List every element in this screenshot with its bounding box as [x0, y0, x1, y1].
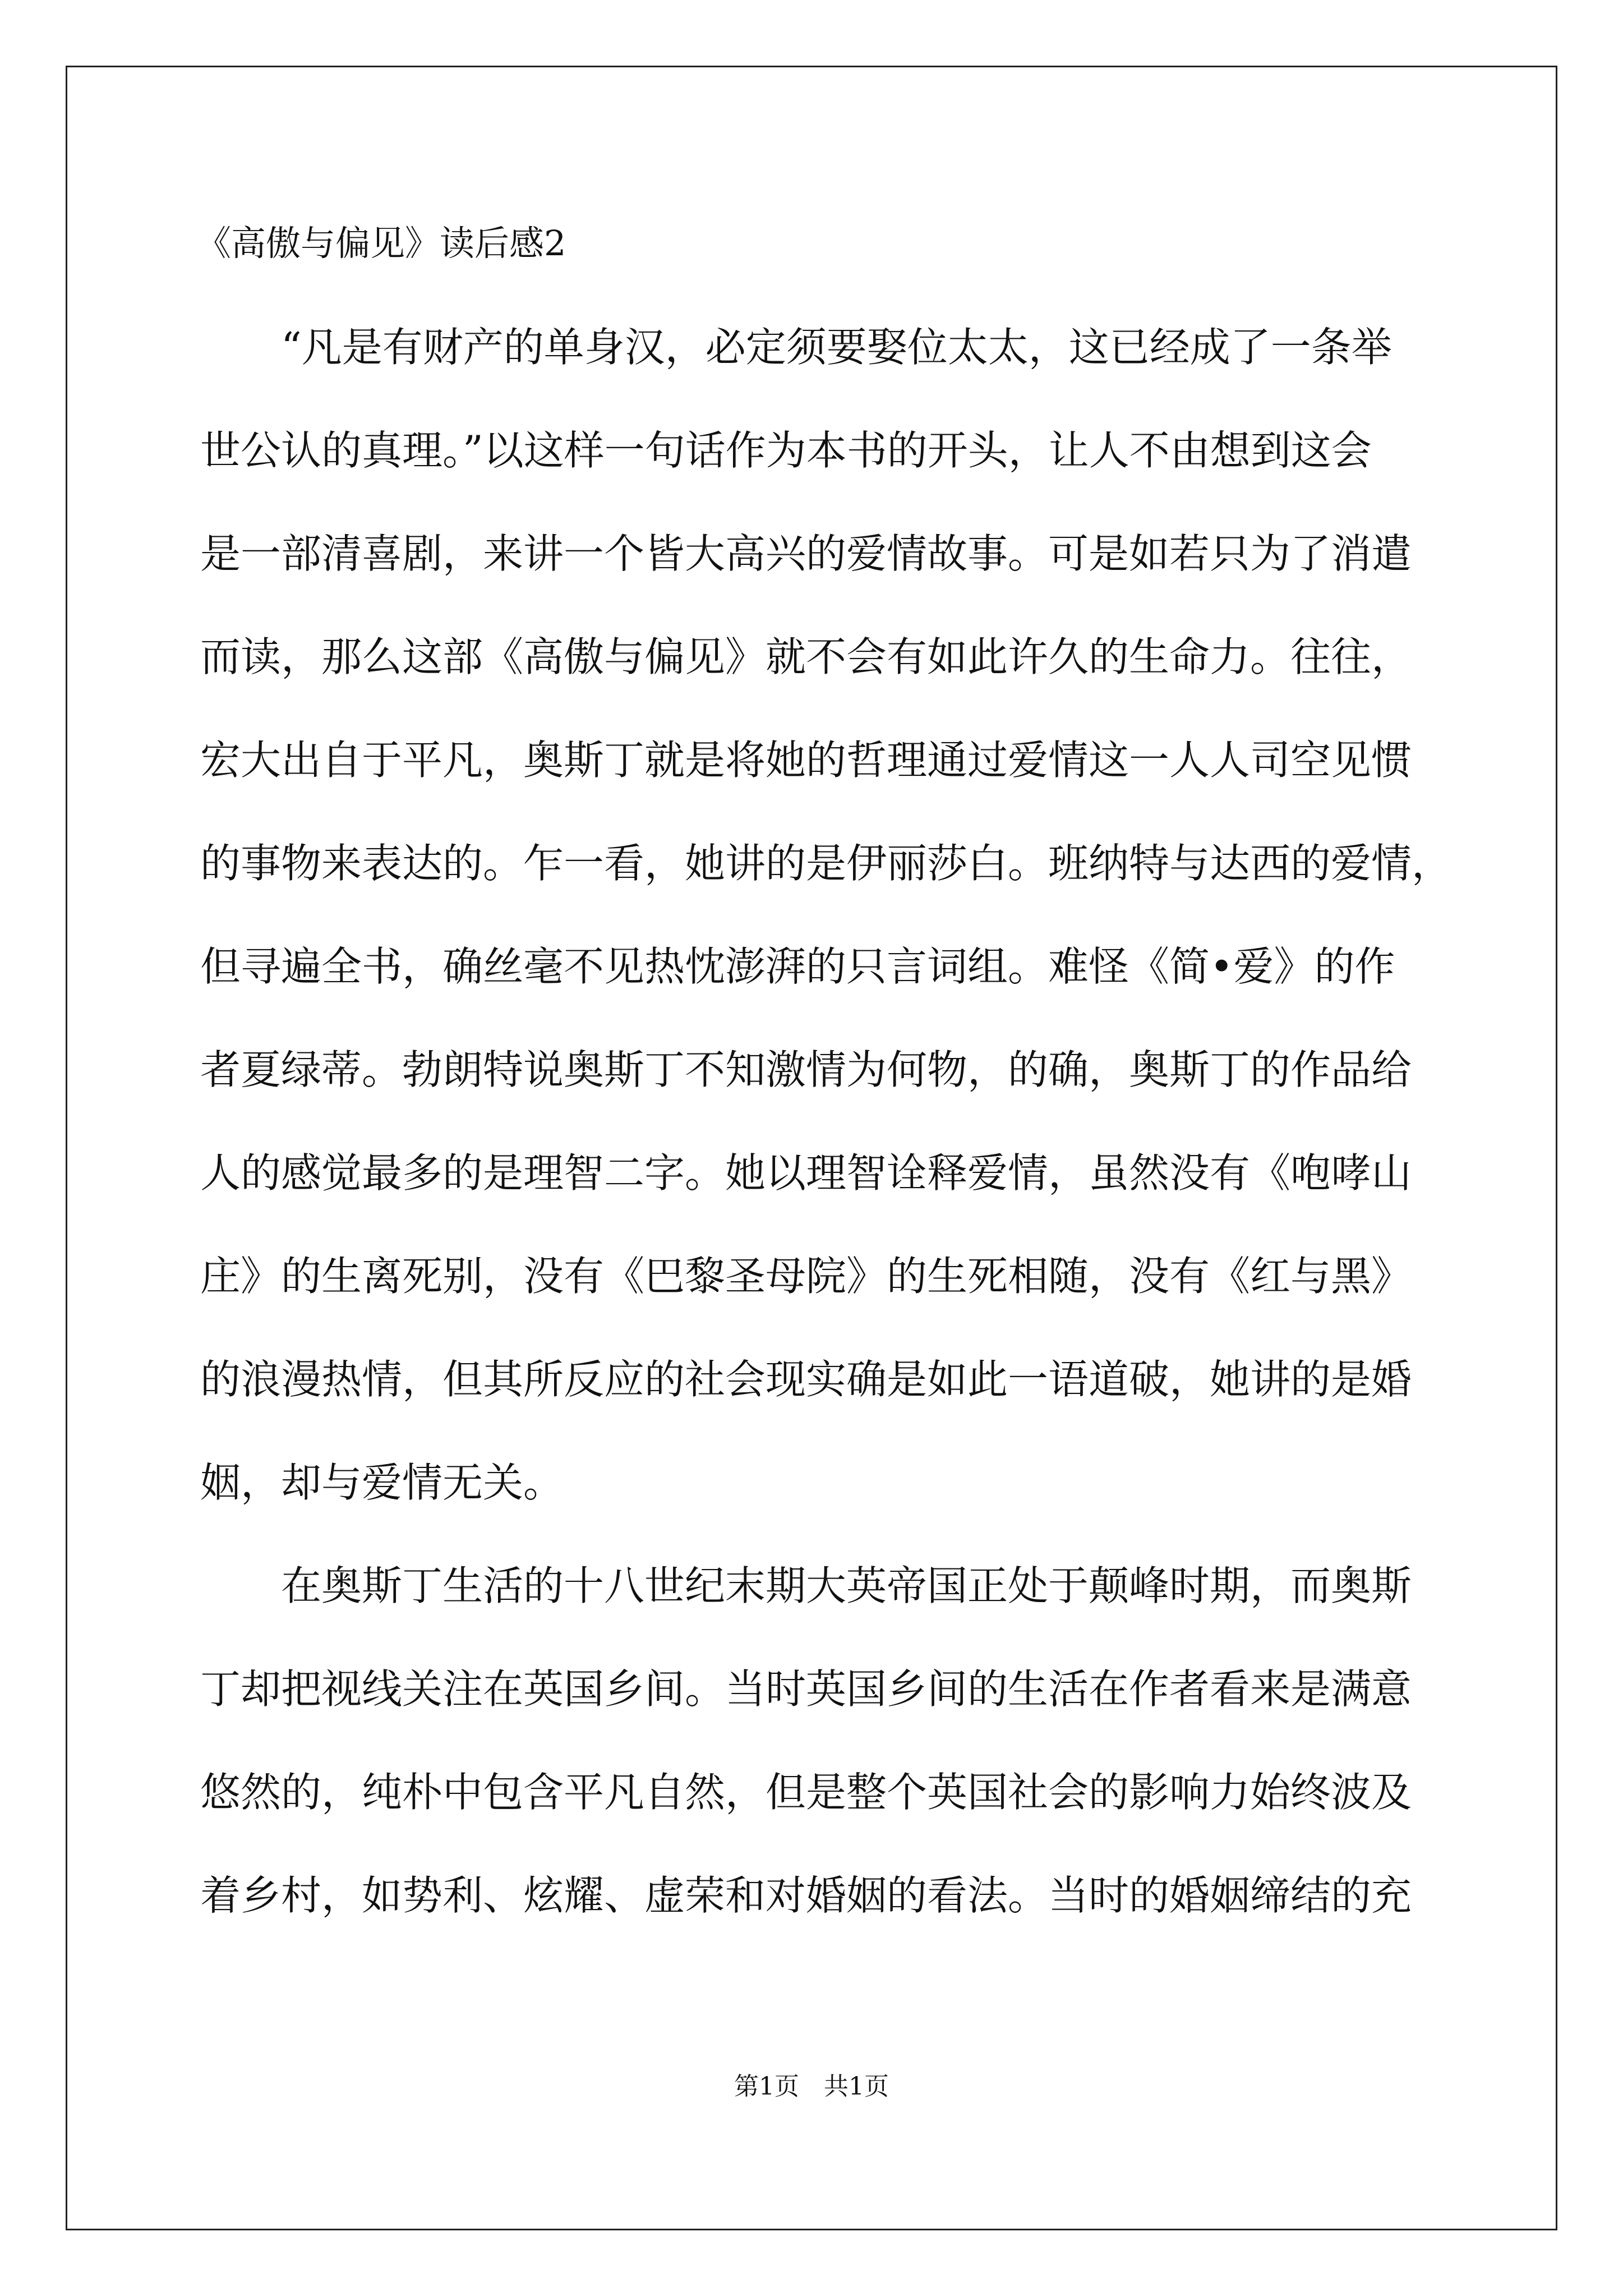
page-number: 第1页 — [734, 2072, 799, 2101]
text-line: 着乡村，如势利、炫耀、虚荣和对婚姻的看法。当时的婚姻缔结的充 — [200, 1872, 1412, 1919]
text-line: 的事物来表达的。乍一看，她讲的是伊丽莎白。班纳特与达西的爱情， — [200, 840, 1453, 887]
page-footer — [0, 2070, 1623, 2104]
text-line: “凡是有财产的单身汉，必定须要娶位太太，这已经成了一条举 — [200, 324, 1392, 371]
text-line: 丁却把视线关注在英国乡间。当时英国乡间的生活在作者看来是满意 — [200, 1665, 1412, 1713]
page-total: 共1页 — [824, 2072, 889, 2101]
text-line: 世公认的真理。”以这样一句话作为本书的开头，让人不由想到这会 — [200, 427, 1372, 474]
text-line: 者夏绿蒂。勃朗特说奥斯丁不知激情为何物，的确，奥斯丁的作品给 — [200, 1046, 1412, 1093]
body-text — [200, 296, 1462, 1947]
text-line: 而读，那么这部《高傲与偏见》就不会有如此许久的生命力。往往， — [200, 633, 1412, 680]
text-line: 是一部清喜剧，来讲一个皆大高兴的爱情故事。可是如若只为了消遣 — [200, 530, 1412, 577]
text-line: 庄》的生离死别，没有《巴黎圣母院》的生死相随，没有《红与黑》 — [200, 1253, 1412, 1300]
text-line: 人的感觉最多的是理智二字。她以理智诠释爱情，虽然没有《咆哮山 — [200, 1149, 1412, 1197]
text-line: 悠然的，纯朴中包含平凡自然，但是整个英国社会的影响力始终波及 — [200, 1769, 1412, 1816]
text-line: 宏大出自于平凡，奥斯丁就是将她的哲理通过爱情这一人人司空见惯 — [200, 737, 1412, 784]
text-line: 的浪漫热情，但其所反应的社会现实确是如此一语道破，她讲的是婚 — [200, 1356, 1412, 1403]
text-line: 在奥斯丁生活的十八世纪末期大英帝国正处于颠峰时期，而奥斯 — [200, 1562, 1412, 1609]
text-line: 但寻遍全书，确丝毫不见热忱澎湃的只言词组。难怪《简•爱》的作 — [200, 943, 1395, 990]
document-title: 《高傲与偏见》读后感2 — [196, 223, 566, 264]
text-line: 姻，却与爱情无关。 — [200, 1459, 564, 1506]
